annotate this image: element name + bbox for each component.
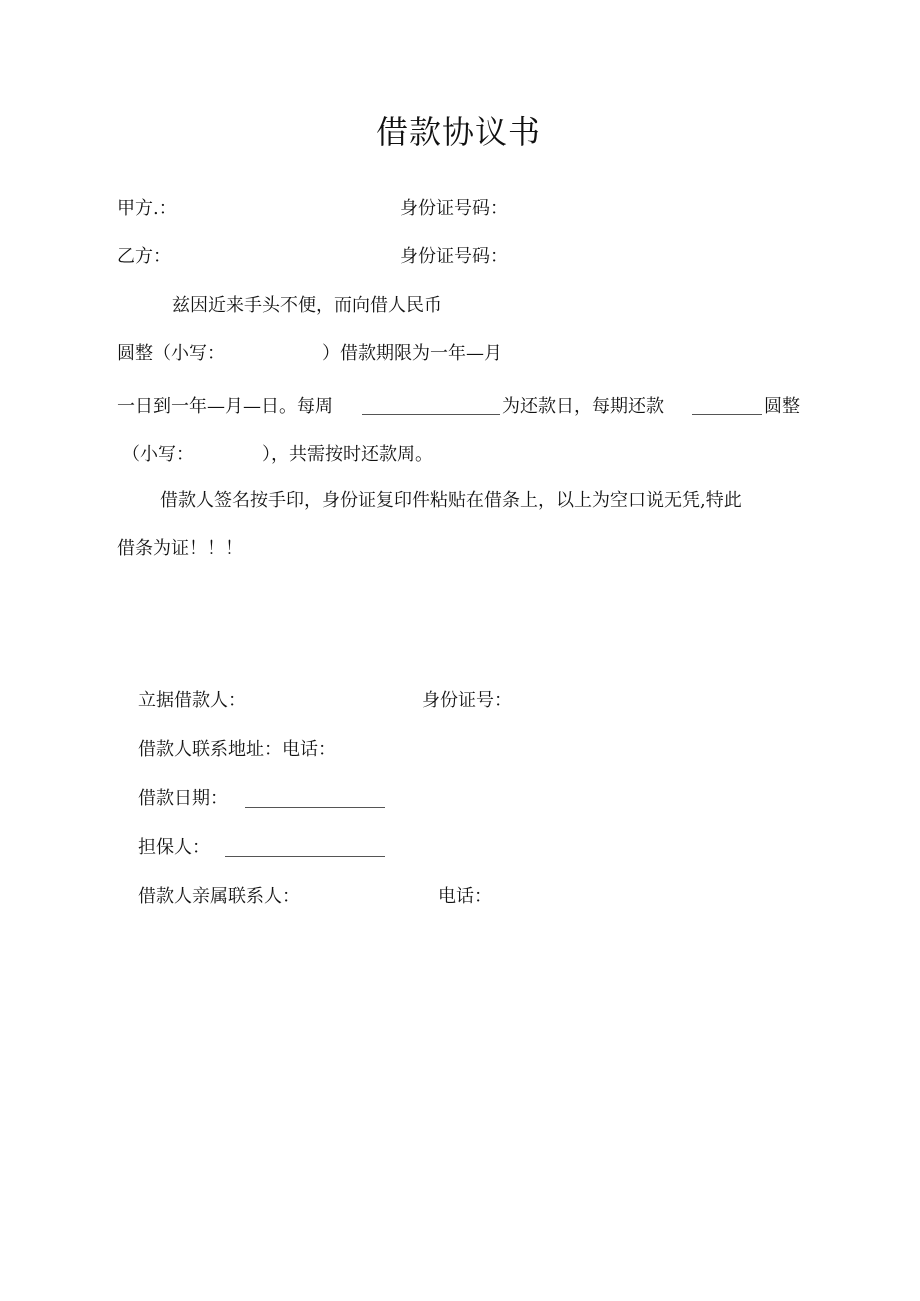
body-line-5: 借款人签名按手印，身份证复印件粘贴在借条上，以上为空口说无凭,特此 (160, 490, 742, 511)
body-line-3-start: 一日到一年—月—日。每周 (117, 396, 333, 417)
body-line-3-middle: 为还款日，每期还款 (502, 396, 664, 417)
body-line-4-end: ），共需按时还款周。 (262, 444, 433, 465)
guarantor-label: 担保人： (138, 837, 210, 858)
body-line-4-start: （小写： (122, 444, 194, 465)
body-line-6: 借条为证！！！ (117, 538, 243, 559)
borrower-label: 立据借款人： (138, 690, 246, 711)
party-b-label: 乙方： (117, 246, 171, 267)
page-title: 借款协议书 (376, 113, 542, 151)
payday-blank (362, 396, 500, 415)
borrower-id-label: 身份证号： (422, 690, 512, 711)
party-a-label: 甲方.： (117, 198, 177, 219)
body-line-2-end: ）借款期限为一年—月 (322, 343, 502, 364)
installment-blank (692, 396, 762, 415)
borrower-contact-label: 借款人联系地址：电话： (138, 739, 336, 760)
relative-contact-label: 借款人亲属联系人： (138, 886, 300, 907)
loan-date-blank (245, 789, 385, 808)
party-b-id-label: 身份证号码： (400, 246, 508, 267)
party-a-id-label: 身份证号码： (400, 198, 508, 219)
body-line-3-end: 圆整 (764, 396, 800, 417)
guarantor-blank (225, 838, 385, 857)
loan-date-label: 借款日期： (138, 788, 228, 809)
relative-phone-label: 电话： (438, 886, 492, 907)
body-line-1: 兹因近来手头不便，而向借人民币 (172, 295, 442, 316)
body-line-2-start: 圆整（小写： (117, 343, 225, 364)
